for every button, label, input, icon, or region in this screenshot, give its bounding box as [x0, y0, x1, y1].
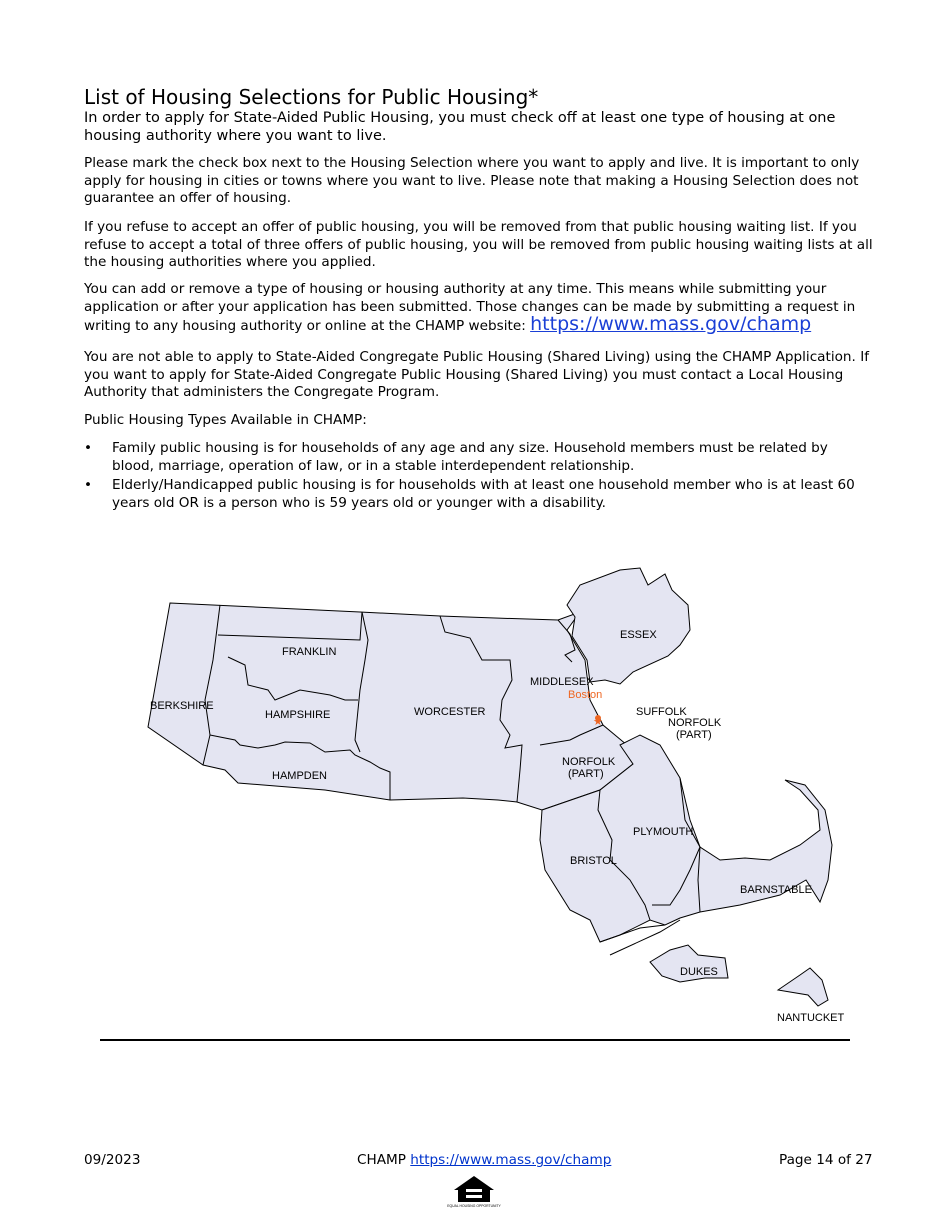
map-land: [148, 568, 832, 1006]
page-title: List of Housing Selections for Public Housing*: [84, 85, 539, 109]
list-item: [84, 477, 864, 512]
list-item-text: Elderly/Handicapped public housing is for households with at least one household member who is at least 60 years old OR is a person who is 59 years old or younger with a disability.: [112, 477, 855, 511]
map-label-hampden: HAMPDEN: [272, 770, 328, 782]
massachusetts-county-map: [130, 560, 850, 1030]
divider: [100, 1039, 850, 1041]
equal-housing-logo-icon: [447, 1172, 501, 1212]
map-label-franklin: FRANKLIN: [282, 646, 337, 658]
paragraph-housing-selection: Please mark the check box next to the Housing Selection where you want to apply and live. It is important to only apply for housing in cities or towns where you want to live. Please note that making a Housing Selection does not guarantee an offer of housing.: [84, 155, 860, 206]
map-label-essex: ESSEX: [620, 629, 657, 641]
map-label-bristol: BRISTOL: [570, 855, 617, 867]
map-label-plymouth: PLYMOUTH: [633, 826, 694, 838]
map-label-norfolk-west-part: (PART): [568, 768, 604, 780]
map-label-worcester: WORCESTER: [414, 706, 486, 718]
boston-star-icon: ★: [593, 716, 603, 728]
map-label-berkshire: BERKSHIRE: [150, 700, 214, 712]
map-label-norfolk-east: NORFOLK: [668, 717, 722, 729]
footer-champ-link[interactable]: https://www.mass.gov/champ: [410, 1152, 612, 1168]
map-label-boston: Boston: [568, 689, 603, 701]
paragraph-types-heading: Public Housing Types Available in CHAMP:: [84, 412, 367, 428]
map-label-suffolk: SUFFOLK: [636, 706, 687, 718]
paragraph-refuse-offer: If you refuse to accept an offer of public housing, you will be removed from that public housing waiting list. If you refuse to accept a total of three offers of public housing, you will be removed from public housing waiting lists at all the housing authorities where you applied.: [84, 219, 873, 270]
intro-text: In order to apply for State-Aided Public Housing, you must check off at least one type of housing at one housing authority where you want to live.: [84, 110, 836, 144]
footer-program-name: CHAMP: [357, 1152, 406, 1168]
list-item-text: Family public housing is for households of any age and any size. Household members must be related by blood, marriage, operation of law, or in a stable interdependent relationship.: [112, 440, 828, 474]
footer-date: 09/2023: [84, 1152, 141, 1168]
champ-website-link[interactable]: https://www.mass.gov/champ: [530, 313, 812, 335]
map-label-middlesex: MIDDLESEX: [530, 676, 594, 688]
county-nantucket-island: [778, 968, 828, 1006]
map-label-nantucket: NANTUCKET: [777, 1012, 845, 1024]
map-label-norfolk-east-part: (PART): [676, 729, 712, 741]
equal-housing-logo-text: EQUAL HOUSING OPPORTUNITY: [447, 1204, 501, 1208]
footer-page-number: Page 14 of 27: [779, 1152, 873, 1168]
map-label-dukes: DUKES: [680, 966, 718, 978]
footer-program: [357, 1152, 611, 1169]
paragraph-add-remove-text: You can add or remove a type of housing or housing authority at any time. This means while submitting your application or after your application has been submitted. Those changes can be made by submitting a request in writing to any housing authority or online at the CHAMP website:: [84, 281, 856, 334]
map-label-barnstable: BARNSTABLE: [740, 884, 812, 896]
list-item: [84, 440, 864, 475]
paragraph-congregate: You are not able to apply to State-Aided Congregate Public Housing (Shared Living) using the CHAMP Application. If you want to apply for State-Aided Congregate Public Housing (Shared Living) you must contact a Local Housing Authority that administers the Congregate Program.: [84, 349, 869, 400]
housing-types-list: [84, 440, 864, 514]
map-label-norfolk-west: NORFOLK: [562, 756, 616, 768]
paragraph-add-remove: [84, 281, 874, 336]
bullet-icon: •: [84, 440, 93, 456]
map-label-hampshire: HAMPSHIRE: [265, 709, 331, 721]
bullet-icon: •: [84, 477, 93, 493]
